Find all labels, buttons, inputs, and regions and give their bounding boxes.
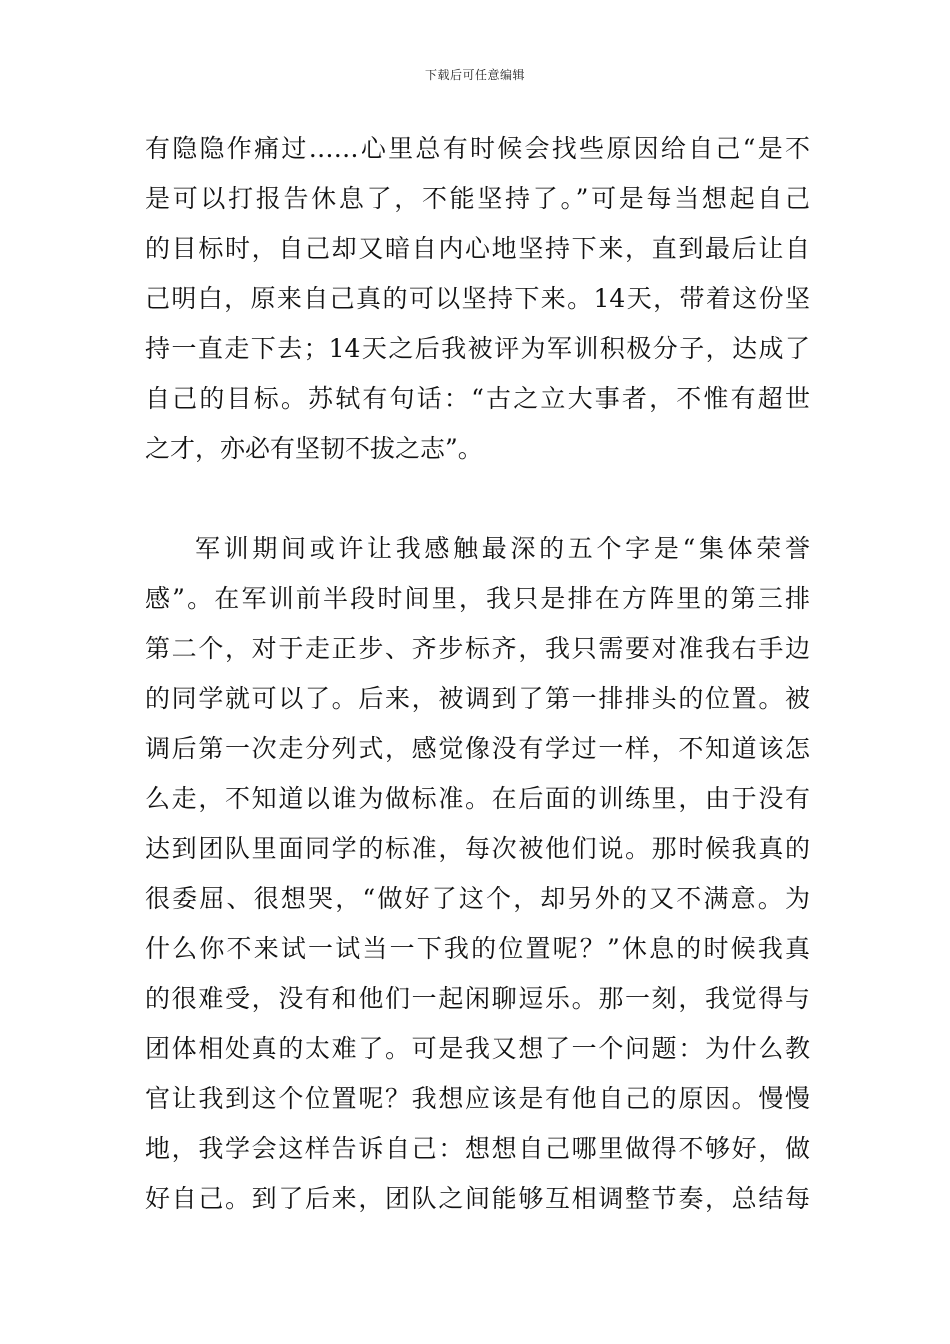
text-line: 什么你不来试一试当一下我的位置呢？”休息的时候我真 <box>145 934 810 963</box>
text-line: 有隐隐作痛过……心里总有时候会找些原因给自己“是不 <box>145 134 810 163</box>
text-line: 团体相处真的太难了。可是我又想了一个问题：为什么教 <box>145 1034 810 1063</box>
text-line: 调后第一次走分列式，感觉像没有学过一样，不知道该怎 <box>145 734 810 763</box>
text-line: 么走，不知道以谁为做标准。在后面的训练里，由于没有 <box>145 784 810 813</box>
text-line <box>145 1274 810 1324</box>
text-line: 感”。在军训前半段时间里，我只是排在方阵里的第三排 <box>145 584 810 613</box>
text-line: 第二个，对于走正步、齐步标齐，我只需要对准我右手边 <box>145 634 810 663</box>
paragraph-1 <box>145 124 810 474</box>
text-line: 的目标时，自己却又暗自内心地坚持下来，直到最后让自 <box>145 234 810 263</box>
text-line: 持一直走下去；14天之后我被评为军训积极分子，达成了 <box>145 334 810 363</box>
text-line: 的同学就可以了。后来，被调到了第一排排头的位置。被 <box>145 684 810 713</box>
text-line: 达到团队里面同学的标准，每次被他们说。那时候我真的 <box>145 834 810 863</box>
document-body <box>145 124 810 1324</box>
text-line: 官让我到这个位置呢？我想应该是有他自己的原因。慢慢 <box>145 1084 810 1113</box>
paragraph-2 <box>145 524 810 1324</box>
text-line: 己明白，原来自己真的可以坚持下来。14天，带着这份坚 <box>145 284 810 313</box>
text-line: 地，我学会这样告诉自己：想想自己哪里做得不够好，做 <box>145 1134 810 1163</box>
paragraph-gap <box>145 474 810 524</box>
text-line: 是可以打报告休息了，不能坚持了。”可是每当想起自己 <box>145 184 810 213</box>
text-line: 自己的目标。苏轼有句话：“古之立大事者，不惟有超世 <box>145 384 810 413</box>
text-line: 好自己。到了后来，团队之间能够互相调整节奏，总结每 <box>145 1184 810 1213</box>
text-line <box>145 1224 810 1274</box>
text-line: 军训期间或许让我感触最深的五个字是“集体荣誉 <box>195 534 810 563</box>
text-line: 之才，亦必有坚韧不拔之志”。 <box>145 434 483 463</box>
text-line: 的很难受，没有和他们一起闲聊逗乐。那一刻，我觉得与 <box>145 984 810 1013</box>
page-header: 下载后可任意编辑 <box>424 68 525 82</box>
text-line: 很委屈、很想哭，“做好了这个，却另外的又不满意。为 <box>145 884 810 913</box>
